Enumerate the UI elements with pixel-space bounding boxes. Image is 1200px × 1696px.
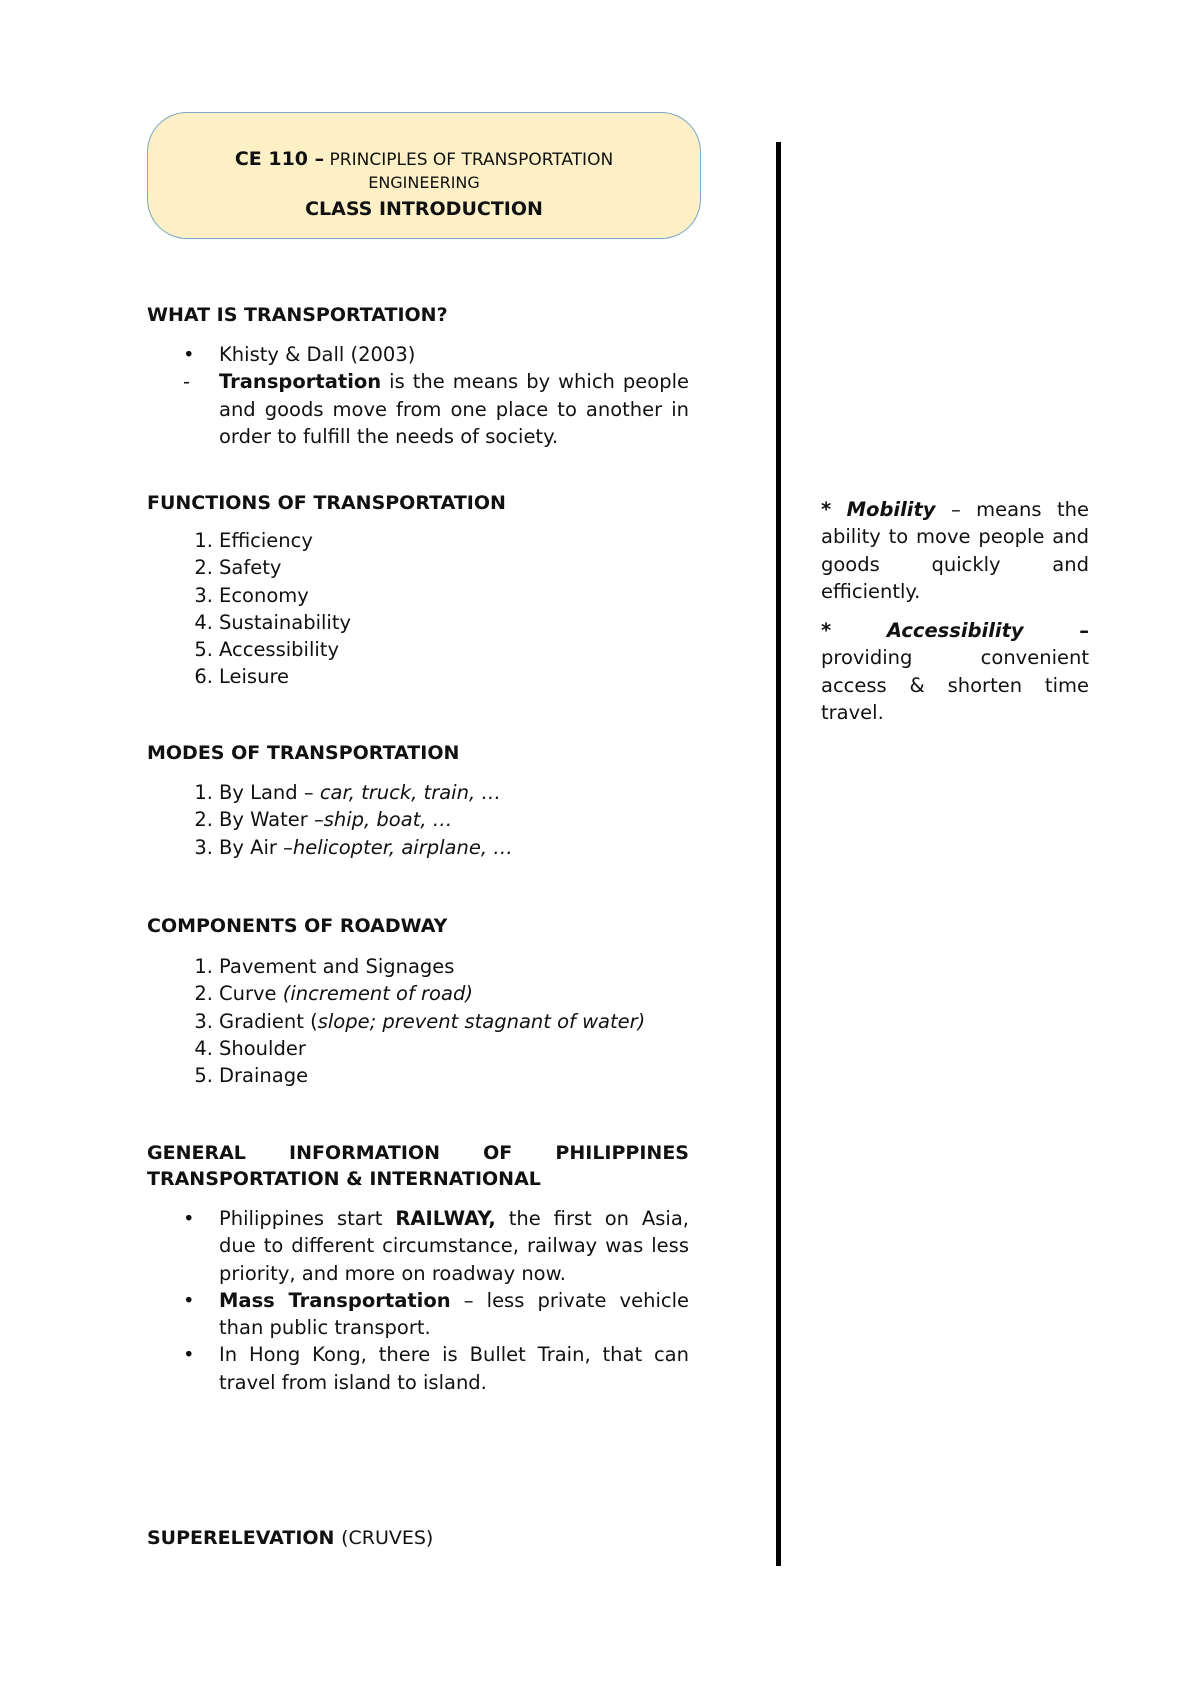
general-info-heading-line1: GENERAL INFORMATION OF PHILIPPINES xyxy=(147,1142,689,1164)
list-item: • Philippines start RAILWAY, the first on Asia, due to different circumstance, railway was less priority, and more on roadway now. xyxy=(183,1207,689,1285)
course-title-line xyxy=(148,147,700,172)
component-item: Gradient ( xyxy=(219,1009,318,1033)
modes-heading: MODES OF TRANSPORTATION xyxy=(147,742,460,764)
function-item: Leisure xyxy=(219,665,290,689)
functions-list xyxy=(147,527,689,691)
list-item: 2. Safety xyxy=(194,556,282,580)
list-item: 2. By Water –ship, boat, … xyxy=(194,808,453,832)
bullet-icon: • xyxy=(183,1343,195,1367)
list-item: 3. Economy xyxy=(194,583,309,607)
list-item: 1. Pavement and Signages xyxy=(194,955,455,978)
mode-label: By Air – xyxy=(219,835,293,859)
what-is-list xyxy=(147,341,689,450)
accessibility-note: * Accessibility – providing convenient access & shorten time travel. xyxy=(821,619,1090,724)
mode-label: By Land – xyxy=(219,781,314,804)
component-item: Drainage xyxy=(219,1064,309,1088)
list-item: 4. Sustainability xyxy=(194,610,352,634)
list-item: 3. Gradient (slope; prevent stagnant of water) xyxy=(194,1009,646,1033)
modes-list xyxy=(147,779,689,861)
superelevation-heading: SUPERELEVATION (CRUVES) xyxy=(147,1527,434,1549)
list-item xyxy=(147,341,689,368)
list-item: 2. Curve (increment of road) xyxy=(194,982,473,1006)
definition-text: is the means by which people and goods move from one place to another in order to fulfill the needs of society. xyxy=(219,370,689,448)
list-item: 4. Shoulder xyxy=(194,1036,306,1060)
function-item: Efficiency xyxy=(219,529,313,552)
mode-examples: helicopter, airplane, … xyxy=(292,835,513,859)
mode-examples: ship, boat, … xyxy=(323,808,453,832)
list-item: 5. Accessibility xyxy=(194,638,339,662)
list-item xyxy=(147,368,689,450)
function-item: Economy xyxy=(219,583,309,607)
list-item: 1. By Land – car, truck, train, … xyxy=(194,781,501,804)
components-heading: COMPONENTS OF ROADWAY xyxy=(147,915,448,937)
list-item: 3. By Air –helicopter, airplane, … xyxy=(194,835,513,859)
component-note: slope; prevent stagnant of water) xyxy=(317,1009,646,1033)
function-item: Sustainability xyxy=(219,610,352,634)
course-title-part2: ENGINEERING xyxy=(368,173,480,192)
mode-examples: car, truck, train, … xyxy=(319,781,501,804)
citation-text: Khisty & Dall (2003) xyxy=(219,343,416,366)
class-subtitle: CLASS INTRODUCTION xyxy=(305,198,543,220)
general-info-heading-line2: TRANSPORTATION & INTERNATIONAL xyxy=(147,1168,541,1190)
mode-label: By Water – xyxy=(219,808,324,832)
what-is-heading: WHAT IS TRANSPORTATION? xyxy=(147,304,448,326)
component-note: (increment of road) xyxy=(282,982,473,1006)
list-item: • In Hong Kong, there is Bullet Train, that can travel from island to island. xyxy=(183,1343,689,1394)
component-item: Shoulder xyxy=(219,1036,306,1060)
component-item: Curve xyxy=(219,982,277,1006)
bullet-icon: • xyxy=(183,1207,195,1230)
column-divider xyxy=(776,142,781,1566)
list-item: • Mass Transportation – less private vehicle than public transport. xyxy=(183,1288,690,1340)
function-item: Safety xyxy=(219,556,282,580)
dash-marker: - xyxy=(183,370,191,394)
function-item: Accessibility xyxy=(219,638,339,662)
course-code: CE 110 – xyxy=(234,148,325,170)
mobility-note: * Mobility – means the ability to move people and goods quickly and efficiently. xyxy=(821,498,1090,603)
course-title-part1: PRINCIPLES OF TRANSPORTATION xyxy=(329,150,614,170)
list-item: 6. Leisure xyxy=(194,665,290,689)
components-list xyxy=(147,953,689,1089)
list-item: 1. Efficiency xyxy=(194,529,313,552)
definition-term: Transportation xyxy=(219,370,382,394)
general-info-list xyxy=(147,1205,689,1396)
bullet-icon: • xyxy=(183,343,195,366)
bullet-icon: • xyxy=(183,1288,195,1312)
course-header-box xyxy=(147,112,701,239)
functions-heading: FUNCTIONS OF TRANSPORTATION xyxy=(147,492,506,514)
list-item: 5. Drainage xyxy=(194,1064,309,1088)
component-item: Pavement and Signages xyxy=(219,955,455,978)
